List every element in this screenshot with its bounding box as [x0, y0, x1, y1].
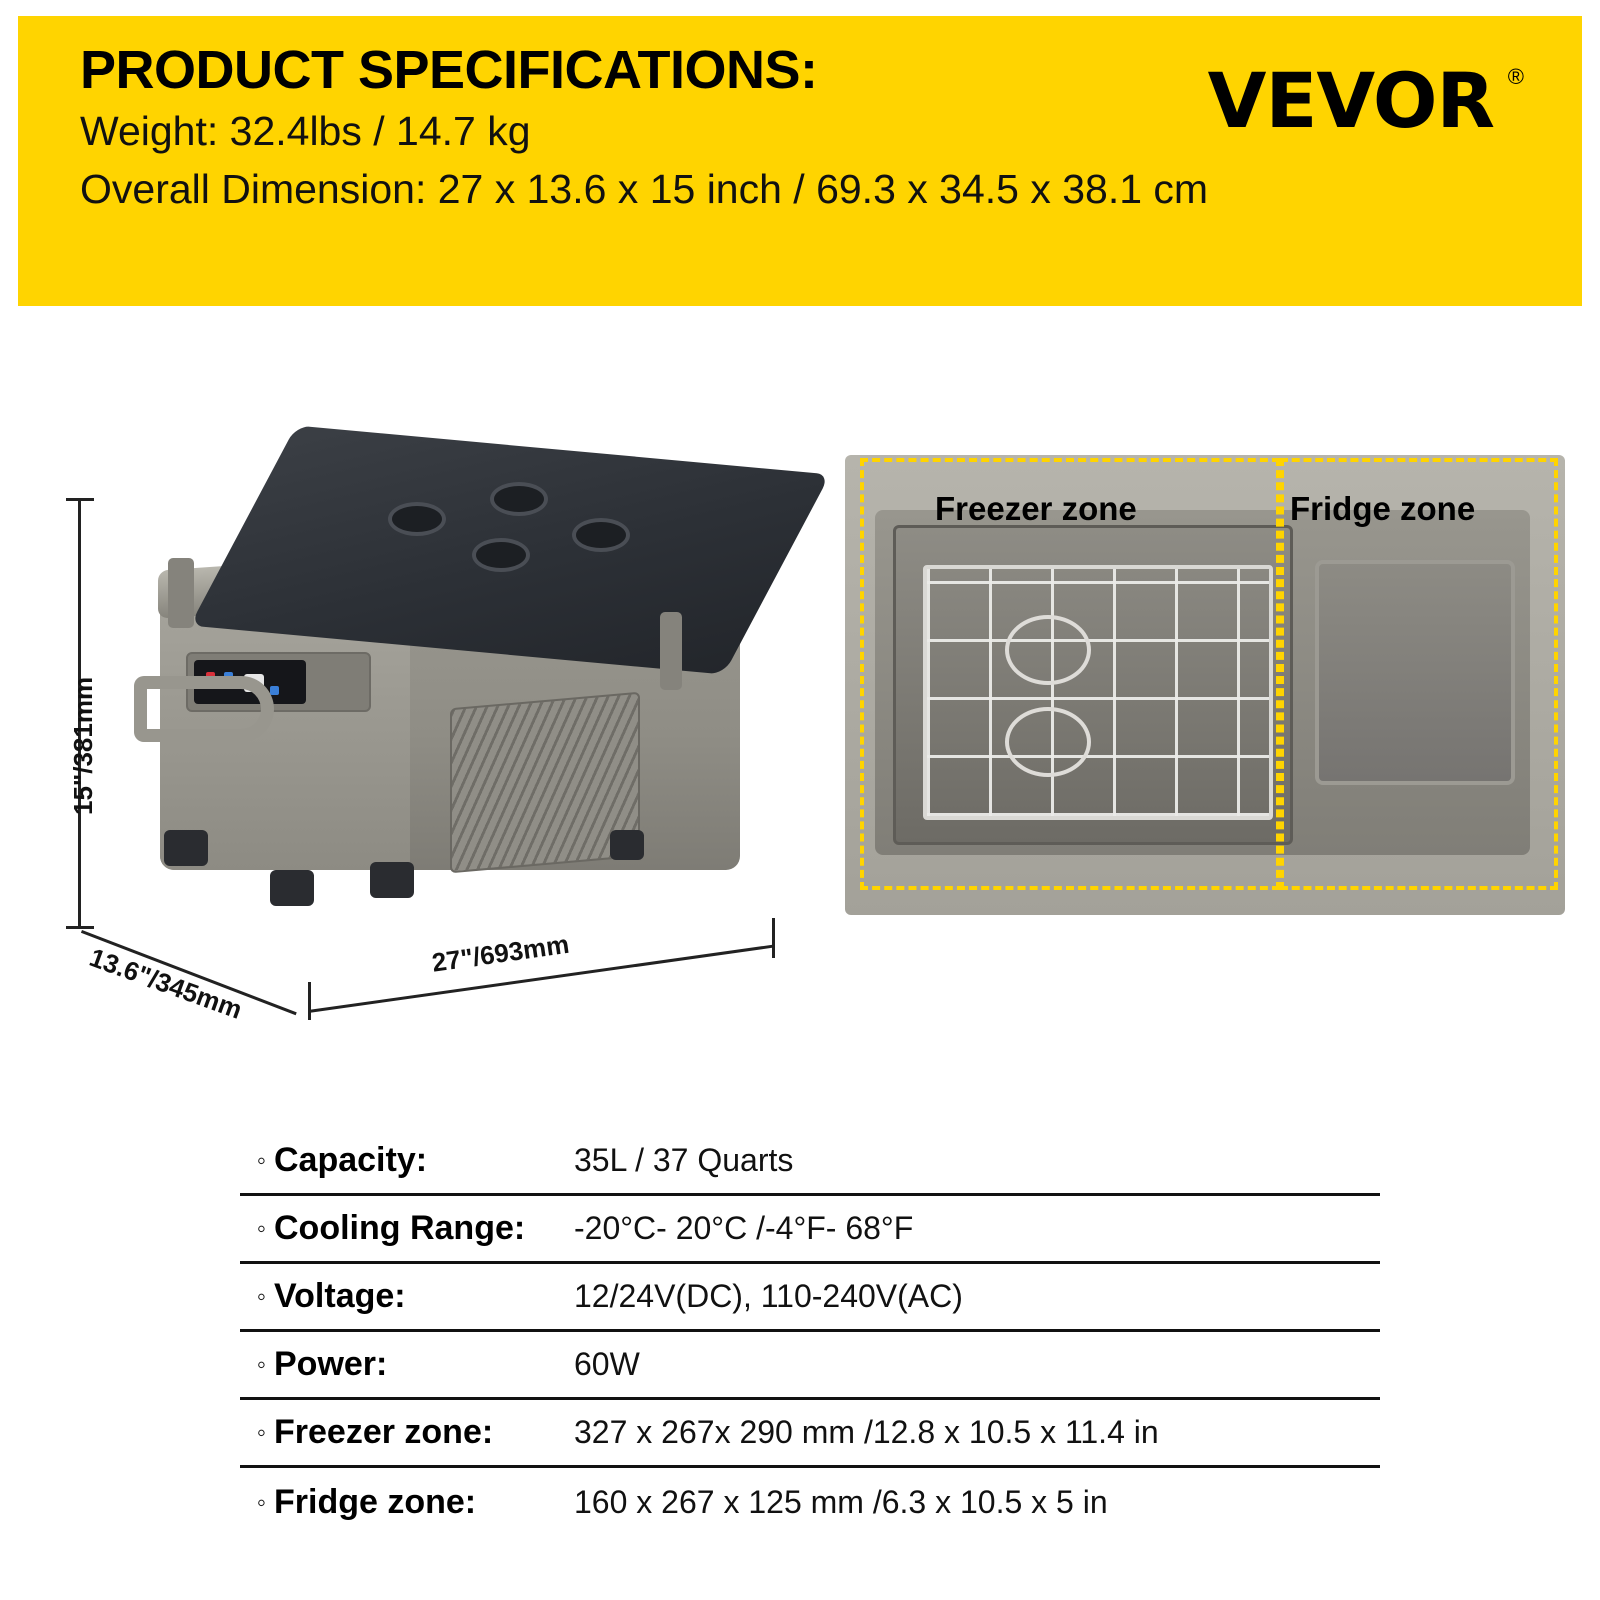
- spec-label-freezer-zone: Freezer zone:: [274, 1413, 494, 1451]
- freezer-zone-label: Freezer zone: [935, 490, 1137, 527]
- spec-label-cooling-range: Cooling Range:: [274, 1209, 526, 1247]
- spec-label-power: Power:: [274, 1345, 388, 1383]
- wheel: [610, 830, 644, 860]
- registered-trademark-icon: ®: [1507, 64, 1524, 89]
- table-row: [240, 1264, 1380, 1332]
- spec-label-voltage: Voltage:: [274, 1277, 406, 1315]
- wheel: [164, 830, 208, 866]
- spec-value-capacity: 35L / 37 Quarts: [574, 1142, 794, 1178]
- bullet-icon: ◦: [256, 1486, 266, 1517]
- portable-fridge-illustration: [120, 430, 810, 870]
- width-dimension-tick: [772, 918, 775, 958]
- depth-dimension-label: 13.6"/345mm: [85, 942, 247, 1025]
- wheel: [370, 862, 414, 898]
- spec-label-fridge-zone: Fridge zone:: [274, 1482, 477, 1521]
- table-row: [240, 1196, 1380, 1264]
- vevor-logo: VEVOR: [1207, 56, 1494, 145]
- product-photo-with-dimensions: [30, 370, 830, 1050]
- indicator-light-blue: [270, 686, 279, 695]
- bullet-icon: ◦: [256, 1145, 266, 1175]
- cup-holder-icon: [388, 502, 446, 536]
- cup-holder-icon: [490, 482, 548, 516]
- table-row: [240, 1400, 1380, 1468]
- lid-hinge: [660, 612, 682, 690]
- cup-holder-icon: [472, 538, 530, 572]
- spec-value-cooling-range: -20°C- 20°C /-4°F- 68°F: [574, 1210, 914, 1246]
- height-dimension-label: 15"/381mm: [68, 676, 98, 815]
- fridge-zone-label: Fridge zone: [1290, 490, 1476, 527]
- header-banner: [18, 16, 1582, 306]
- bullet-icon: ◦: [256, 1349, 266, 1379]
- lid-hinge: [168, 558, 194, 628]
- cup-holder-icon: [572, 518, 630, 552]
- height-dimension-tick: [66, 926, 94, 929]
- bullet-icon: ◦: [256, 1417, 266, 1447]
- table-row: [240, 1128, 1380, 1196]
- spec-value-fridge-zone: 160 x 267 x 125 mm /6.3 x 10.5 x 5 in: [574, 1483, 1108, 1520]
- spec-label-capacity: Capacity:: [274, 1141, 428, 1179]
- carry-handle[interactable]: [134, 676, 274, 742]
- wheel: [270, 870, 314, 906]
- spec-value-voltage: 12/24V(DC), 110-240V(AC): [574, 1278, 963, 1314]
- height-dimension-tick: [66, 498, 94, 501]
- width-dimension-tick: [308, 982, 311, 1020]
- table-row: [240, 1468, 1380, 1536]
- overall-dimension-spec: Overall Dimension: 27 x 13.6 x 15 inch / 69.3 x 34.5 x 38.1 cm: [80, 166, 1209, 213]
- spec-value-power: 60W: [574, 1346, 640, 1382]
- width-dimension-label: 27"/693mm: [430, 928, 571, 978]
- specifications-table: [240, 1128, 1380, 1536]
- spec-value-freezer-zone: 327 x 267x 290 mm /12.8 x 10.5 x 11.4 in: [574, 1414, 1159, 1450]
- bullet-icon: ◦: [256, 1213, 266, 1243]
- table-row: [240, 1332, 1380, 1400]
- bullet-icon: ◦: [256, 1281, 266, 1311]
- weight-spec: Weight: 32.4lbs / 14.7 kg: [80, 107, 531, 154]
- page-title: PRODUCT SPECIFICATIONS:: [80, 40, 818, 100]
